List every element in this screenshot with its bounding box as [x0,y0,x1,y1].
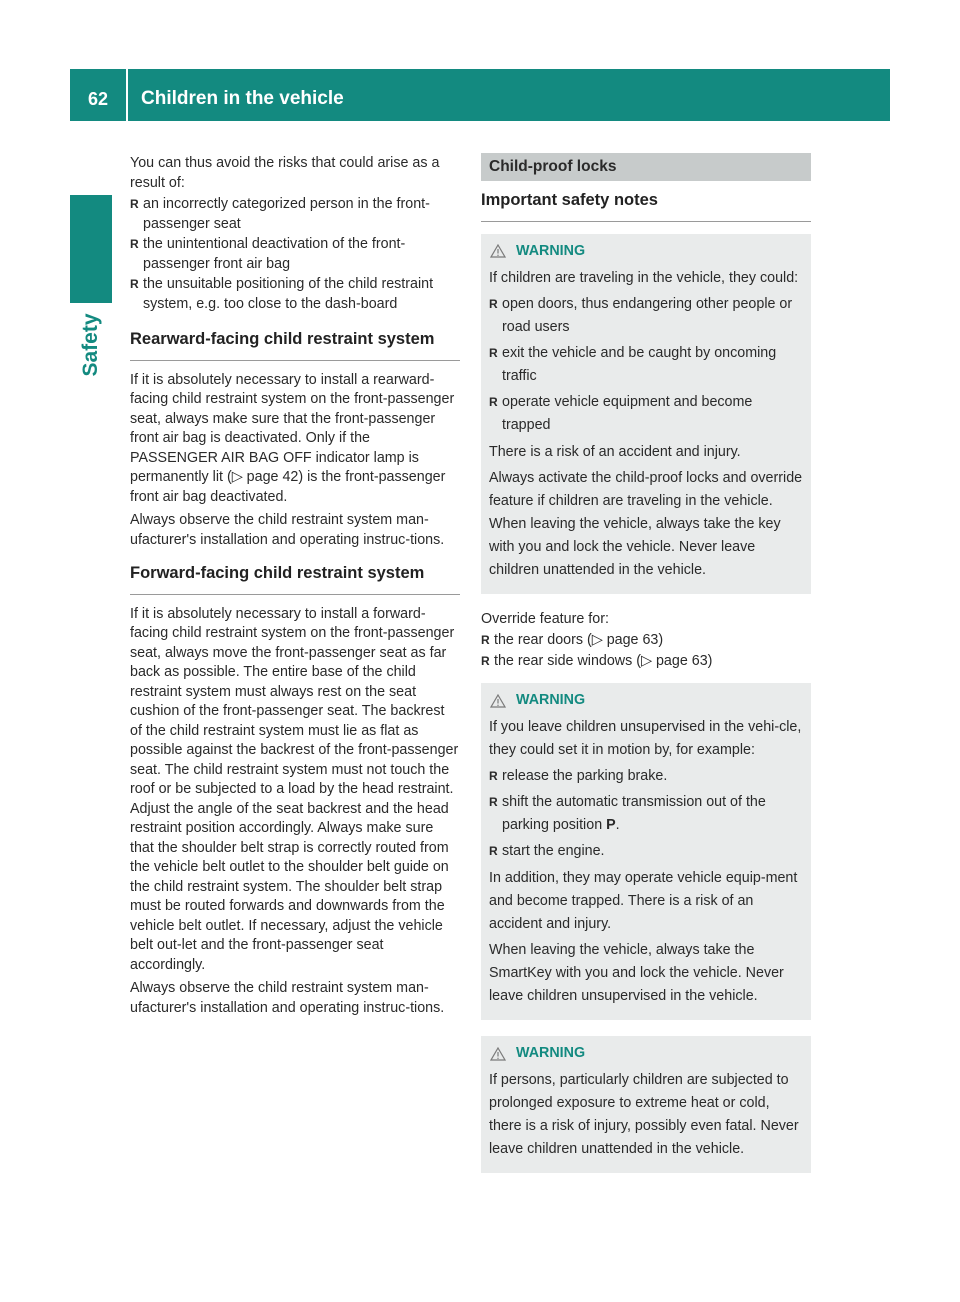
list-item [130,275,460,314]
forward-paragraph: Always observe the child restraint system man-ufacturer's installation and operating instruc-tions. [130,980,445,1016]
bullet-marker: R [130,197,139,211]
list-item-text: the unintentional deactivation of the front-passenger front air bag [143,236,406,272]
list-item-text: open doors, thus endangering other people or road users [502,295,793,335]
warning-text: If persons, particularly children are subjected to prolonged exposure to extreme heat or cold, there is a risk of injury, possibly even fatal. Never leave children unattended in the vehicle. [489,1072,799,1157]
bullet-marker: R [481,633,490,647]
warning-label: WARNING [516,1045,586,1061]
list-item [489,342,803,388]
bullet-marker: R [130,277,139,291]
warning-text: There is a risk of an accident and injury. [489,443,741,460]
warning-box [481,1036,811,1173]
section-tab-label [70,310,112,380]
warning-text: If children are traveling in the vehicle, they could: [489,269,799,286]
bullet-marker: R [489,844,498,858]
bullet-marker: R [489,795,498,809]
list-item [481,652,811,672]
warning-label: WARNING [516,242,586,259]
risk-list [130,195,460,314]
warning-triangle-icon [490,244,506,258]
warning-title [489,689,803,712]
header-divider [126,69,128,121]
list-item-text: the rear side windows (▷ page 63) [494,652,713,669]
section-tab-marker [70,195,112,303]
subheading: Important safety notes [481,191,811,222]
list-item-text: an incorrectly categorized person in the front-passenger seat [143,196,430,232]
section-tab-text: Safety [79,313,102,377]
warning-text: If you leave children unsupervised in the vehi-cle, they could set it in motion by, for example: [489,719,802,758]
section-heading: Child-proof locks [481,153,811,181]
forward-paragraph: If it is absolutely necessary to install a forward-facing child restraint system on the front-passenger seat, always move the front-passenger seat as far back as possible. The entire base of the child restraint system must always rest on the seat cushion of the front-passenger seat. The backrest of the child restraint system must lie as flat as possible against the backrest of the front-passenger seat. The child restraint system must not touch the roof or be subjected to a load by the head restraint. Adjust the angle of the seat backrest and the head restraint position accordingly. Always make sure that the shoulder belt strap is correctly routed from the vehicle belt outlet to the shoulder belt guide on the child restraint system. The shoulder belt strap must be routed forwards and downwards from the vehicle belt outlet. If necessary, adjust the vehicle belt out-let and the front-passenger seat accordingly. [130,605,459,973]
list-item [130,195,460,234]
warning-triangle-icon [490,1047,506,1061]
warning-title [489,240,803,263]
list-item [489,791,803,837]
warning-list [489,293,803,437]
list-item-text: the unsuitable positioning of the child restraint system, e.g. too close to the dash-board [143,276,434,312]
rearward-heading: Rearward-facing child restraint system [130,330,460,361]
list-item-text: shift the automatic transmission out of the parking position [502,794,766,833]
list-item-text: operate vehicle equipment and become trapped [502,393,753,433]
list-item-text: the rear doors (▷ page 63) [494,632,664,648]
warning-title [489,1042,803,1065]
bullet-marker: R [489,394,498,409]
bullet-marker: R [130,237,139,251]
rearward-paragraph: If it is absolutely necessary to install a rearward-facing child restraint system on the front-passenger seat, always make sure that the front-passenger front air bag is deactivated. Only if the PASSENGER AIR BAG OFF indicator lamp is permanently lit (▷ page 42) is the front-passenger front air bag deactivated. [130,371,455,505]
warning-triangle-icon [490,694,506,708]
page-number: 62 [87,89,109,109]
bullet-marker: R [489,345,498,360]
chapter-title: Children in the vehicle [141,88,344,109]
list-item-text: release the parking brake. [502,768,668,784]
list-item [481,631,811,651]
intro-text: You can thus avoid the risks that could arise as a result of: [130,155,440,191]
warning-label: WARNING [516,692,586,708]
right-column [481,153,811,1189]
forward-heading: Forward-facing child restraint system [130,564,460,595]
list-item [130,235,460,274]
warning-text: In addition, they may operate vehicle equip-ment and become trapped. There is a risk of an accident and injury. [489,870,798,932]
warning-text: Always activate the child-proof locks and override feature if children are traveling in the vehicle. When leaving the vehicle, always take the key with you and lock the vehicle. Never leave children unattended in the vehicle. [489,469,803,578]
override-section [481,610,811,672]
warning-list [489,765,803,863]
bullet-marker: R [489,296,498,311]
list-item [489,765,803,788]
bullet-marker: R [489,769,498,783]
override-list [481,631,811,671]
warning-box [481,234,811,594]
list-item [489,840,803,863]
warning-text: When leaving the vehicle, always take the SmartKey with you and lock the vehicle. Never leave children unsupervised in the vehicle. [489,942,784,1004]
warning-box [481,683,811,1020]
bullet-marker: R [481,653,490,668]
gear-position-label: P [606,817,616,833]
list-item-text: start the engine. [502,843,605,859]
list-item-text: . [615,817,620,833]
rearward-paragraph: Always observe the child restraint system man-ufacturer's installation and operating instruc-tions. [130,512,445,548]
list-item [489,293,803,339]
left-column [130,154,460,1022]
override-intro: Override feature for: [481,610,609,627]
list-item [489,391,803,437]
list-item-text: exit the vehicle and be caught by oncoming traffic [502,344,777,384]
